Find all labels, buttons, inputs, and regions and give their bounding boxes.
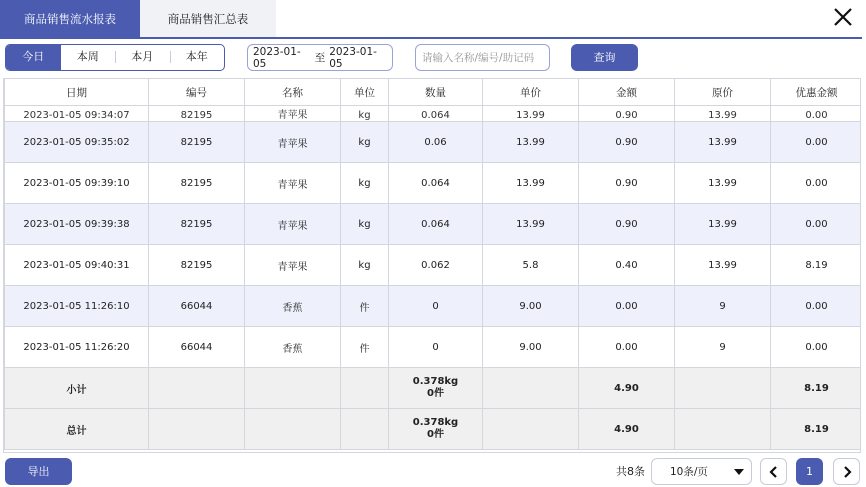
prev-page-button[interactable] <box>760 458 787 485</box>
table-cell: 2023-01-05 09:39:38 <box>5 204 149 245</box>
total-label: 总计 <box>5 409 149 450</box>
chevron-left-icon <box>768 465 780 479</box>
table-cell: 82195 <box>149 106 245 122</box>
page-size-select[interactable] <box>651 458 752 485</box>
table-row[interactable] <box>5 245 862 286</box>
search-input[interactable] <box>415 44 550 71</box>
table-cell: 13.99 <box>675 245 771 286</box>
table-cell: 13.99 <box>483 122 579 163</box>
close-icon <box>832 6 854 28</box>
table-cell: 13.99 <box>675 122 771 163</box>
table-row[interactable] <box>5 286 862 327</box>
table-cell: 香蕉 <box>245 286 341 327</box>
current-page[interactable]: 1 <box>796 458 823 485</box>
table-cell: kg <box>341 106 389 122</box>
table-cell: kg <box>341 204 389 245</box>
table-cell: 2023-01-05 09:40:31 <box>5 245 149 286</box>
subtotal-row <box>5 368 862 409</box>
table-cell: 0.90 <box>579 204 675 245</box>
total-quantity <box>389 409 483 450</box>
table-cell: 0.90 <box>579 163 675 204</box>
table-cell: kg <box>341 122 389 163</box>
table-cell: 香蕉 <box>245 327 341 368</box>
table-row-partial[interactable] <box>5 106 862 122</box>
table-cell <box>149 409 245 450</box>
table-cell <box>675 409 771 450</box>
date-from: 2023-01-05 <box>253 45 301 70</box>
table-cell: 0.00 <box>771 122 862 163</box>
column-header: 编号 <box>149 79 245 106</box>
table-cell <box>245 368 341 409</box>
table-cell: 0.00 <box>771 286 862 327</box>
table-cell: 0.00 <box>771 163 862 204</box>
table-cell: 0.00 <box>771 106 862 122</box>
column-header: 数量 <box>389 79 483 106</box>
table-cell: 13.99 <box>675 106 771 122</box>
table-cell: 13.99 <box>483 106 579 122</box>
table-cell: 0.064 <box>389 204 483 245</box>
table-cell <box>675 368 771 409</box>
table-cell: 82195 <box>149 204 245 245</box>
table-cell <box>483 368 579 409</box>
table-header <box>5 79 862 106</box>
column-header: 日期 <box>5 79 149 106</box>
table-cell: kg <box>341 163 389 204</box>
period-month[interactable]: 本月 <box>115 45 170 70</box>
table-cell <box>341 409 389 450</box>
table-cell: 13.99 <box>483 204 579 245</box>
table-cell: 0.00 <box>771 204 862 245</box>
total-amount: 4.90 <box>579 409 675 450</box>
table-cell: 2023-01-05 09:34:07 <box>5 106 149 122</box>
subtotal-label: 小计 <box>5 368 149 409</box>
table-cell: 0.90 <box>579 122 675 163</box>
table-cell: 2023-01-05 09:39:10 <box>5 163 149 204</box>
chevron-right-icon <box>841 465 853 479</box>
table-cell: 0.00 <box>771 327 862 368</box>
close-button[interactable] <box>832 6 854 28</box>
table-cell: 0 <box>389 286 483 327</box>
table-cell: 5.8 <box>483 245 579 286</box>
table-cell: 13.99 <box>675 163 771 204</box>
subtotal-qty-pcs: 0件 <box>427 388 444 399</box>
sales-table-container[interactable] <box>3 78 861 453</box>
column-header: 名称 <box>245 79 341 106</box>
table-cell: 0.06 <box>389 122 483 163</box>
table-cell: 青苹果 <box>245 204 341 245</box>
table-cell: 8.19 <box>771 245 862 286</box>
table-cell: 件 <box>341 327 389 368</box>
date-to: 2023-01-05 <box>329 45 377 70</box>
table-row[interactable] <box>5 163 862 204</box>
table-cell: 0.90 <box>579 106 675 122</box>
table-cell: 0.00 <box>579 286 675 327</box>
table-cell: 13.99 <box>675 204 771 245</box>
table-cell: 2023-01-05 11:26:20 <box>5 327 149 368</box>
page-size-value: 10条/页 <box>670 466 708 478</box>
date-separator: 至 <box>314 52 326 64</box>
column-header: 原价 <box>675 79 771 106</box>
table-cell: 82195 <box>149 245 245 286</box>
table-cell: 66044 <box>149 286 245 327</box>
table-cell: 0.064 <box>389 163 483 204</box>
table-cell <box>245 409 341 450</box>
table-cell: 0.064 <box>389 106 483 122</box>
period-today[interactable]: 今日 <box>6 45 61 70</box>
table-cell <box>341 368 389 409</box>
table-cell: 青苹果 <box>245 163 341 204</box>
table-cell: 0.062 <box>389 245 483 286</box>
table-cell: 82195 <box>149 122 245 163</box>
table-cell: 0.40 <box>579 245 675 286</box>
next-page-button[interactable] <box>833 458 860 485</box>
table-cell: 9.00 <box>483 286 579 327</box>
table-cell: 13.99 <box>483 163 579 204</box>
table-cell: 2023-01-05 09:35:02 <box>5 122 149 163</box>
table-cell: 9 <box>675 327 771 368</box>
table-cell: 件 <box>341 286 389 327</box>
date-range-picker[interactable] <box>247 44 393 71</box>
column-header: 单价 <box>483 79 579 106</box>
table-cell <box>483 409 579 450</box>
tab-sales-summary[interactable]: 商品销售汇总表 <box>140 0 276 38</box>
column-header: 金额 <box>579 79 675 106</box>
table-cell: kg <box>341 245 389 286</box>
total-discount: 8.19 <box>771 409 862 450</box>
subtotal-amount: 4.90 <box>579 368 675 409</box>
subtotal-qty-kg: 0.378kg <box>412 376 459 387</box>
column-header: 单位 <box>341 79 389 106</box>
sales-table <box>4 78 861 450</box>
period-year[interactable]: 本年 <box>170 45 225 70</box>
table-cell <box>149 368 245 409</box>
table-cell: 9.00 <box>483 327 579 368</box>
subtotal-quantity <box>389 368 483 409</box>
table-cell: 青苹果 <box>245 106 341 122</box>
table-cell: 0.00 <box>579 327 675 368</box>
total-row <box>5 409 862 450</box>
table-cell: 9 <box>675 286 771 327</box>
table-row[interactable] <box>5 204 862 245</box>
table-row[interactable] <box>5 122 862 163</box>
table-cell: 66044 <box>149 327 245 368</box>
table-row[interactable] <box>5 327 862 368</box>
caret-down-icon <box>734 469 744 475</box>
period-selector <box>5 44 225 71</box>
total-qty-pcs: 0件 <box>427 429 444 440</box>
table-cell: 0 <box>389 327 483 368</box>
table-cell: 青苹果 <box>245 245 341 286</box>
column-header: 优惠金额 <box>771 79 862 106</box>
total-count: 共8条 <box>616 465 645 478</box>
tab-underline <box>0 37 862 39</box>
tab-sales-flow[interactable]: 商品销售流水报表 <box>0 0 140 38</box>
query-button[interactable]: 查询 <box>571 44 638 71</box>
export-button[interactable]: 导出 <box>5 458 72 485</box>
report-tabs <box>0 0 866 38</box>
table-cell: 2023-01-05 11:26:10 <box>5 286 149 327</box>
table-cell: 82195 <box>149 163 245 204</box>
subtotal-discount: 8.19 <box>771 368 862 409</box>
total-qty-kg: 0.378kg <box>412 417 459 428</box>
period-week[interactable]: 本周 <box>76 50 99 63</box>
table-cell: 青苹果 <box>245 122 341 163</box>
